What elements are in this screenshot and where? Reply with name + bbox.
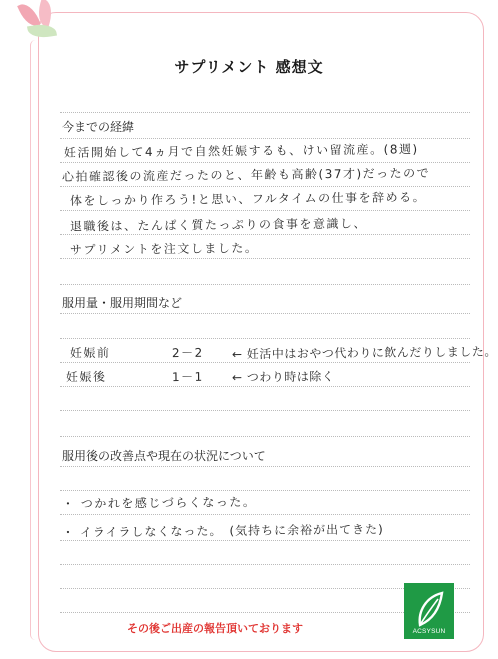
dosage-note: ← 妊活中はおやつ代わりに飲んだりしました。 <box>231 344 497 362</box>
history-line: 心拍確認後の流産だったのと、年齢も高齢(37才)だったので <box>61 166 431 184</box>
rule <box>60 338 470 339</box>
history-line: サプリメントを注文しました。 <box>69 241 259 257</box>
rule <box>60 436 470 437</box>
rule <box>60 162 470 163</box>
rule <box>60 564 470 565</box>
rule <box>60 210 470 211</box>
leaf-icon <box>404 587 454 631</box>
rule <box>60 186 470 187</box>
logo-text: ACSYSUN <box>412 628 446 635</box>
rule <box>60 490 470 491</box>
rule <box>60 234 470 235</box>
dosage-note: ← つわり時は除く <box>231 369 335 385</box>
page-title: サプリメント 感想文 <box>174 58 324 76</box>
history-line: 退職後は、たんぱく質たっぷりの食事を意識し、 <box>69 216 368 234</box>
page-border-left <box>30 40 41 640</box>
dosage-amount: 1－1 <box>171 369 204 385</box>
rule <box>60 313 470 314</box>
history-line: 体をしっかり作ろう!と思い、フルタイムの仕事を辞める。 <box>69 190 427 208</box>
rule <box>60 258 470 259</box>
rule <box>60 540 470 541</box>
rule <box>60 386 470 387</box>
dosage-heading: 服用量・服用期間など <box>62 296 183 310</box>
improvement-heading: 服用後の改善点や現在の状況について <box>62 449 266 463</box>
rule <box>60 284 470 285</box>
rule <box>60 112 470 113</box>
history-line: 妊活開始して4ヵ月で自然妊娠するも、けい留流産。(8週) <box>63 142 419 160</box>
rule <box>60 362 470 363</box>
footer-note: その後ご出産の報告頂いております <box>127 622 303 635</box>
history-heading: 今までの経緯 <box>62 120 135 134</box>
improvement-line: ・ イライラしなくなった。 (気持ちに余裕が出てきた) <box>61 522 384 540</box>
rule <box>60 514 470 515</box>
rule <box>60 138 470 139</box>
rule <box>60 410 470 411</box>
dosage-amount: 2－2 <box>171 345 204 361</box>
rule <box>60 466 470 467</box>
dosage-label: 妊娠前 <box>69 345 111 361</box>
page-border <box>38 12 484 652</box>
improvement-line: ・ つかれを感じづらくなった。 <box>61 494 257 512</box>
brand-logo <box>404 583 454 639</box>
dosage-label: 妊娠後 <box>65 369 107 385</box>
